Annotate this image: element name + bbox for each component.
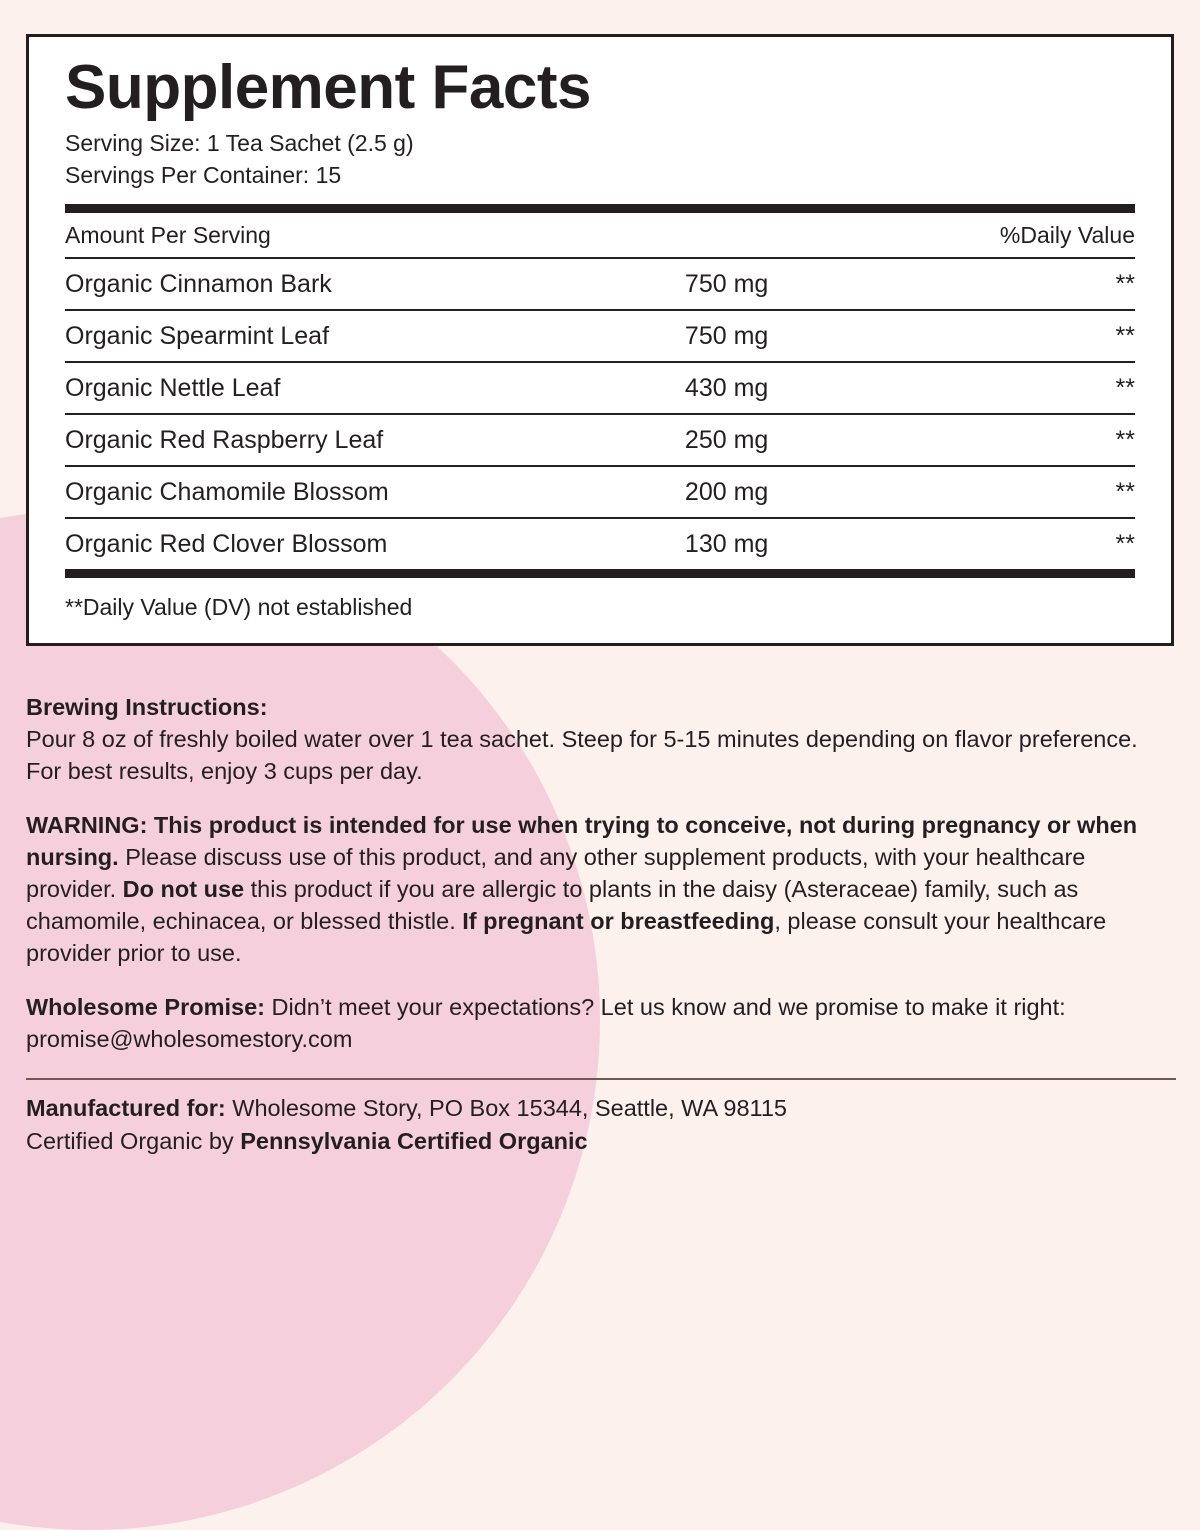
- amount-per-serving-header: Amount Per Serving: [65, 222, 271, 249]
- ingredient-amount: 130 mg: [684, 530, 769, 559]
- ingredient-daily-value: **: [1115, 426, 1135, 455]
- ingredient-amount: 750 mg: [684, 270, 769, 299]
- ingredient-name: Organic Red Raspberry Leaf: [65, 426, 384, 455]
- ingredient-daily-value: **: [1115, 322, 1135, 351]
- brewing-instructions-text: Pour 8 oz of freshly boiled water over 1 tea sachet. Steep for 5-15 minutes depending on flavor preference. For best results, enjoy 3 cups per day.: [26, 725, 1138, 784]
- ingredient-daily-value: **: [1115, 270, 1135, 299]
- warning-part-2: this product if you are allergic to plants in the daisy (Asteraceae) family, such as chamomile, echinacea, or blessed thistle.: [26, 875, 1079, 934]
- ingredient-name: Organic Cinnamon Bark: [65, 270, 332, 299]
- ingredient-daily-value: **: [1115, 530, 1135, 559]
- warning-if-pregnant: If pregnant or breastfeeding: [462, 907, 775, 934]
- certified-organic-prefix: Certified Organic by: [26, 1127, 241, 1154]
- wholesome-promise-text: Didn’t meet your expectations? Let us know and we promise to make it right: promise@wholesomestory.com: [26, 993, 1066, 1052]
- label-body-copy: [26, 692, 1176, 1158]
- table-row: [65, 467, 1135, 517]
- supplement-facts-panel: [26, 34, 1174, 646]
- wholesome-promise-block: [26, 992, 1176, 1056]
- warning-block: [26, 810, 1176, 970]
- ingredient-amount: 430 mg: [684, 374, 769, 403]
- ingredient-name: Organic Chamomile Blossom: [65, 478, 389, 507]
- table-row: [65, 311, 1135, 361]
- certifier-name: Pennsylvania Certified Organic: [240, 1127, 588, 1154]
- manufactured-block: [26, 1092, 1176, 1159]
- ingredient-amount: 250 mg: [684, 426, 769, 455]
- ingredient-amount: 200 mg: [684, 478, 769, 507]
- daily-value-header: %Daily Value: [999, 222, 1135, 249]
- ingredient-name: Organic Red Clover Blossom: [65, 530, 388, 559]
- table-row: [65, 363, 1135, 413]
- panel-rule-bottom: [65, 569, 1135, 578]
- ingredient-name: Organic Nettle Leaf: [65, 374, 281, 403]
- serving-size: Serving Size: 1 Tea Sachet (2.5 g): [65, 129, 414, 156]
- warning-part-3: , please consult your healthcare provider prior to use.: [26, 907, 1107, 966]
- servings-per-container: Servings Per Container: 15: [65, 162, 342, 189]
- manufactured-for-label: Manufactured for:: [26, 1094, 226, 1121]
- table-row: [65, 259, 1135, 309]
- ingredient-daily-value: **: [1115, 478, 1135, 507]
- wholesome-promise-lead: Wholesome Promise:: [26, 993, 265, 1020]
- table-row: [65, 519, 1135, 569]
- footer-divider: [26, 1078, 1176, 1080]
- table-header-row: [65, 213, 1135, 257]
- manufactured-address: Wholesome Story, PO Box 15344, Seattle, WA 98115: [225, 1094, 787, 1121]
- brewing-instructions-block: [26, 692, 1176, 788]
- ingredient-name: Organic Spearmint Leaf: [65, 322, 330, 351]
- warning-lead: WARNING: This product is intended for use when trying to conceive, not during pregnancy or when nursing.: [26, 811, 1138, 870]
- daily-value-footnote: **Daily Value (DV) not established: [65, 594, 413, 621]
- warning-do-not-use: Do not use: [122, 875, 245, 902]
- supplement-facts-table: [65, 213, 1135, 569]
- panel-title: Supplement Facts: [65, 53, 591, 122]
- panel-rule-top: [65, 204, 1135, 213]
- table-row: [65, 415, 1135, 465]
- ingredient-daily-value: **: [1115, 374, 1135, 403]
- brewing-instructions-heading: Brewing Instructions:: [26, 694, 268, 720]
- warning-part-1: Please discuss use of this product, and any other supplement products, with your healthcare provider.: [26, 843, 1086, 902]
- ingredient-amount: 750 mg: [684, 322, 769, 351]
